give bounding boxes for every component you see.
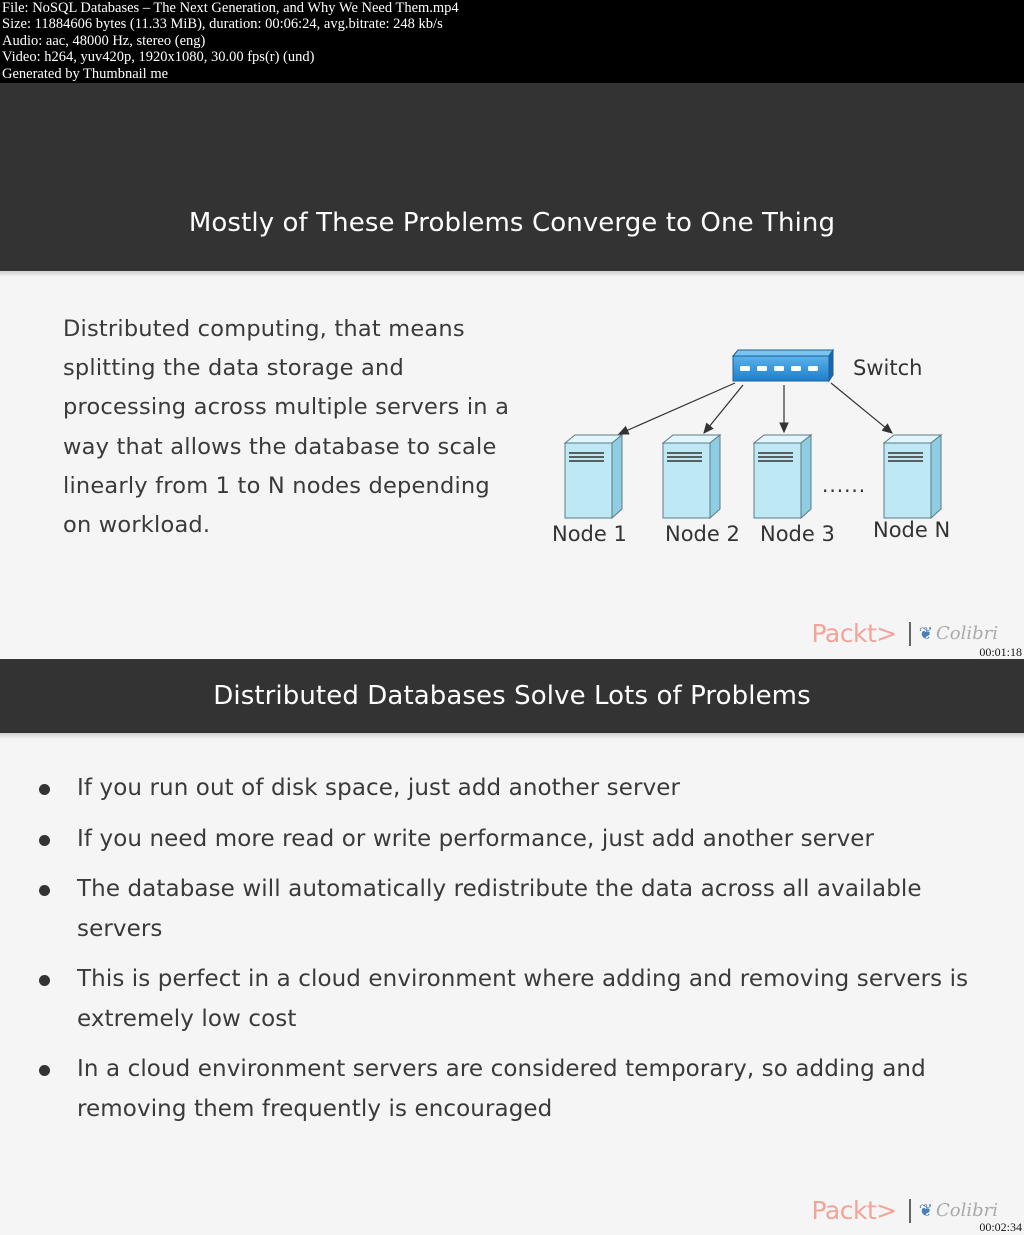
node-label-n: Node N — [873, 518, 951, 542]
server-icon-node-1 — [565, 435, 622, 518]
node-label-2: Node 2 — [665, 522, 740, 546]
bullet-dot — [39, 975, 50, 986]
bullet-dot — [39, 835, 50, 846]
packt-logo: Packt> — [811, 619, 897, 648]
video-info-header — [0, 0, 1024, 83]
slide-title: Distributed Databases Solve Lots of Problems — [213, 681, 811, 711]
bird-icon: ❦ — [918, 623, 933, 644]
video-info-line: Video: h264, yuv420p, 1920x1080, 30.00 fps(r) (und) — [2, 49, 315, 66]
server-icon-node-3 — [754, 435, 811, 518]
network-diagram — [535, 345, 975, 565]
logo-divider — [909, 622, 911, 646]
audio-info-line: Audio: aac, 48000 Hz, stereo (eng) — [2, 32, 206, 49]
publisher-logo — [811, 619, 998, 648]
bullet-item — [36, 1050, 1011, 1129]
node-label-1: Node 1 — [552, 522, 627, 546]
colibri-logo — [919, 1200, 998, 1221]
bullet-item — [36, 769, 1011, 809]
switch-label: Switch — [853, 356, 923, 380]
bullet-dot — [39, 885, 50, 896]
bullet-text: This is perfect in a cloud environment where adding and removing servers is extremely low cost — [77, 966, 969, 1032]
bullet-text: In a cloud environment servers are considered temporary, so adding and removing them frequently is encouraged — [77, 1056, 926, 1122]
size-info-line: Size: 11884606 bytes (11.33 MiB), duration: 00:06:24, avg.bitrate: 248 kb/s — [2, 16, 443, 33]
slide-paragraph: Distributed computing, that means splitting the data storage and processing across multiple servers in a way that allows the database to scale linearly from 1 to N nodes depending on workload. — [63, 316, 510, 539]
server-icon-node-2 — [663, 435, 720, 518]
publisher-logo — [811, 1196, 998, 1225]
bullet-item — [36, 960, 1011, 1039]
timestamp: 00:01:18 — [979, 645, 1022, 659]
slide-title: Mostly of These Problems Converge to One Thing — [188, 208, 836, 238]
colibri-logo — [919, 623, 998, 644]
slide-title-bar — [0, 659, 1024, 733]
packt-logo: Packt> — [811, 1196, 897, 1225]
node-ellipsis: ...... — [822, 473, 867, 497]
connection-arrows — [619, 383, 892, 434]
bullet-text: The database will automatically redistribute the data across all available servers — [77, 876, 922, 942]
bullet-list — [36, 769, 1011, 1140]
file-info-line: File: NoSQL Databases – The Next Generation, and Why We Need Them.mp4 — [2, 0, 459, 16]
slide-thumbnail-2 — [0, 659, 1024, 1235]
slide-title-bar — [0, 83, 1024, 271]
bullet-text: If you run out of disk space, just add another server — [77, 775, 681, 801]
timestamp: 00:02:34 — [979, 1220, 1022, 1234]
colibri-logo-text: Colibri — [935, 623, 998, 644]
colibri-logo-text: Colibri — [935, 1200, 998, 1221]
logo-divider — [909, 1199, 911, 1223]
bird-icon: ❦ — [918, 1200, 933, 1221]
generated-by-line: Generated by Thumbnail me — [2, 65, 169, 82]
bullet-dot — [39, 1065, 50, 1076]
switch-icon — [733, 350, 833, 381]
bullet-text: If you need more read or write performance, just add another server — [77, 825, 875, 852]
node-label-3: Node 3 — [760, 522, 835, 546]
server-icon-node-n — [884, 435, 941, 518]
bullet-item — [36, 870, 1011, 949]
slide-thumbnail-1 — [0, 83, 1024, 659]
bullet-item — [36, 820, 1011, 860]
bullet-dot — [39, 784, 50, 795]
